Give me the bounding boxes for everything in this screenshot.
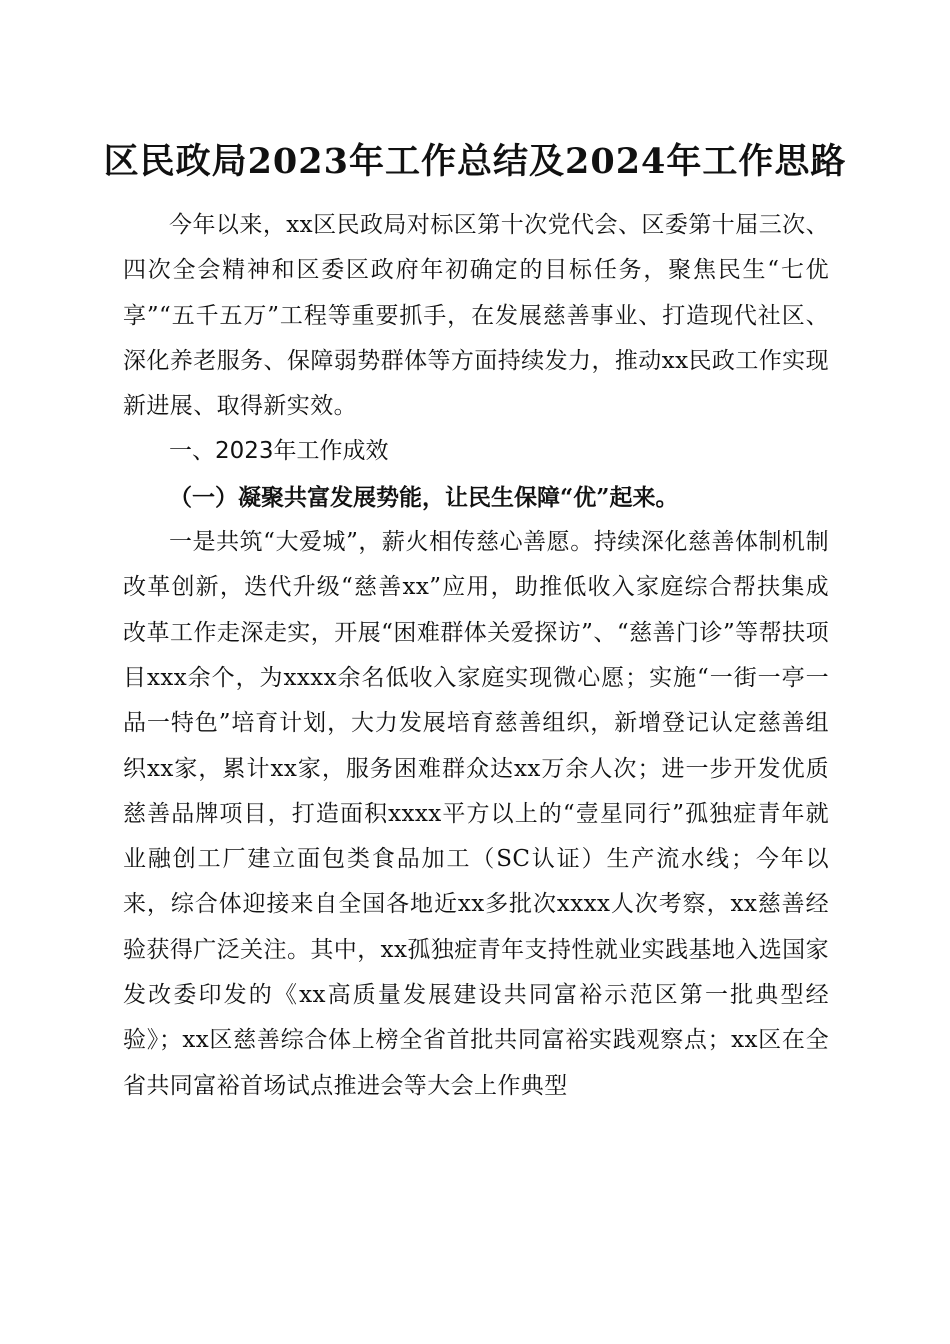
subsection-heading: （一）凝聚共富发展势能，让民生保障“优”起来。 bbox=[169, 483, 679, 511]
document-body bbox=[123, 203, 829, 1109]
body-paragraph: 一是共筑“大爱城”，薪火相传慈心善愿。持续深化慈善体制机制改革创新，迭代升级“慈善xx”应用，助推低收入家庭综合帮扶集成改革工作走深走实，开展“困难群体关爱探访”、“慈善门诊”等帮扶项目xxx余个，为xxxx余名低收入家庭实现微心愿；实施“一街一亭一品一特色”培育计划，大力发展培育慈善组织，新增登记认定慈善组织xx家，累计xx家，服务困难群众达xx万余人次；进一步开发优质慈善品牌项目，打造面积xxxx平方以上的“壹星同行”孤独症青年就业融创工厂建立面包类食品加工（SC认证）生产流水线；今年以来，综合体迎接来自全国各地近xx多批次xxxx人次考察，xx慈善经验获得广泛关注。其中，xx孤独症青年支持性就业实践基地入选国家发改委印发的《xx高质量发展建设共同富裕示范区第一批典型经验》；xx区慈善综合体上榜全省首批共同富裕实践观察点；xx区在全省共同富裕首场试点推进会等大会上作典型 bbox=[123, 529, 829, 1099]
section-heading: 一、2023年工作成效 bbox=[169, 438, 389, 465]
document-title: 区民政局2023年工作总结及2024年工作思路 bbox=[103, 141, 847, 182]
intro-paragraph: 今年以来，xx区民政局对标区第十次党代会、区委第十届三次、四次全会精神和区委区政府年初确定的目标任务，聚焦民生“七优享”“五千五万”工程等重要抓手，在发展慈善事业、打造现代社区、深化养老服务、保障弱势群体等方面持续发力，推动xx民政工作实现新进展、取得新实效。 bbox=[123, 212, 829, 420]
